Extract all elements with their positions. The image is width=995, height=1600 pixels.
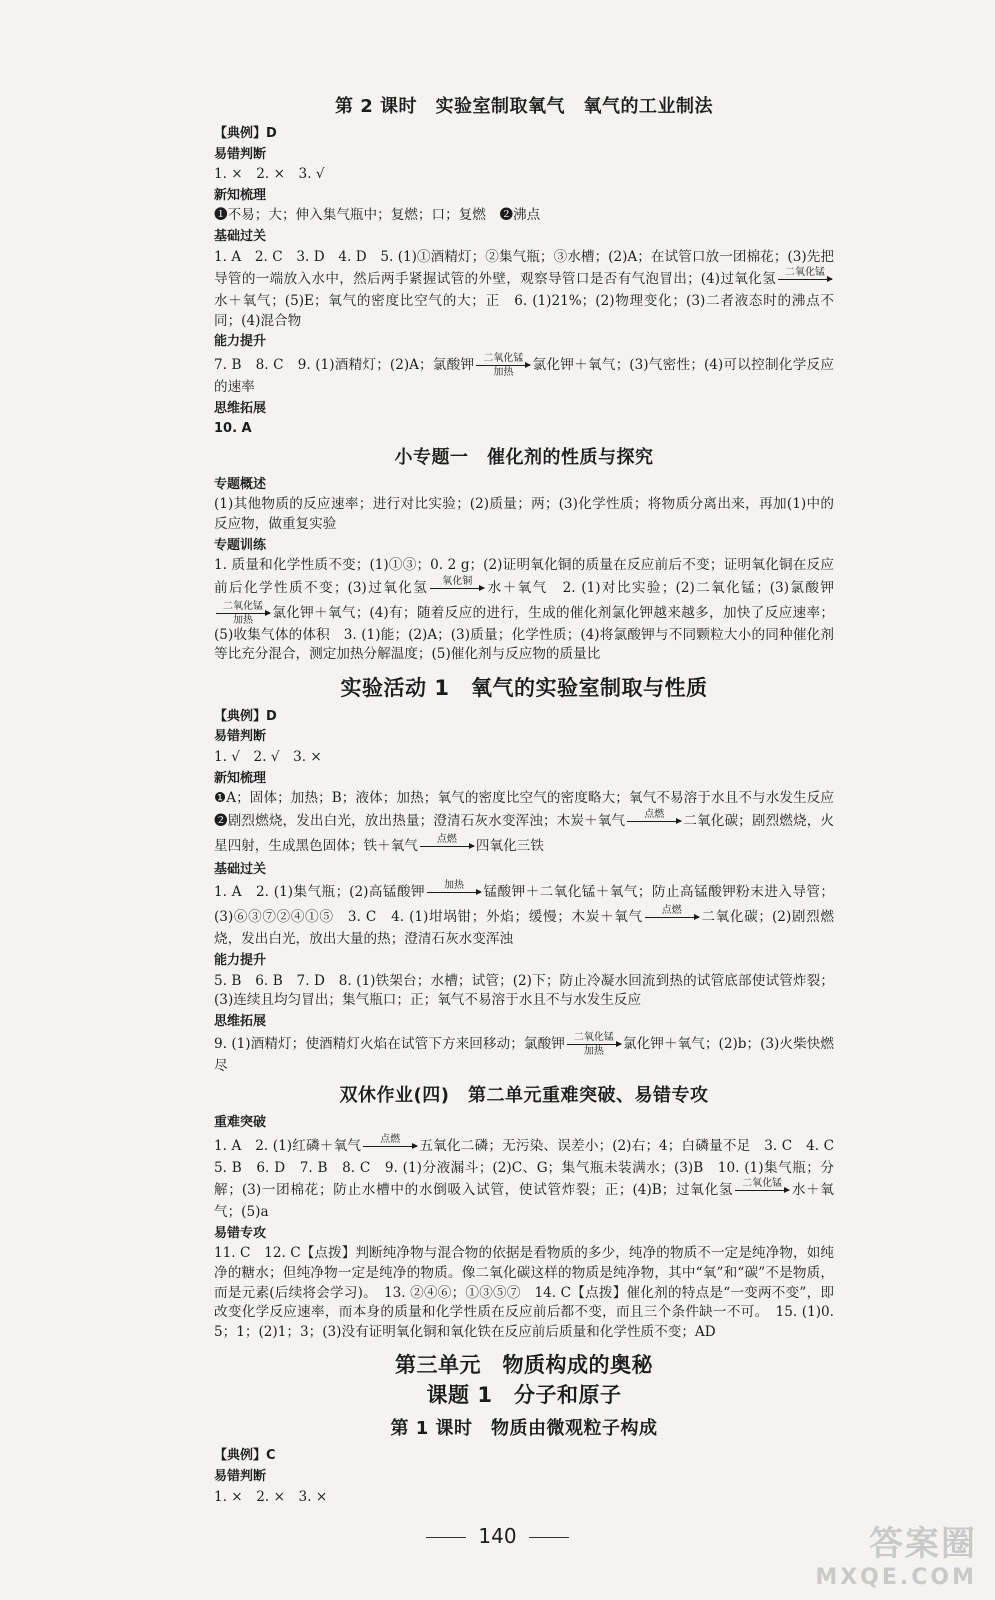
subheading: 基础过关	[214, 861, 267, 877]
reaction-arrow	[427, 880, 481, 905]
arrow-icon	[476, 365, 530, 366]
answer-text: 5. B 6. B 7. D 8. (1)铁架台；水槽；试管；(2)下；防止冷凝水回流到热的试管底部使试管炸裂；(3)连续且均匀冒出；集气瓶口；正；氧气不易溶于水且不与水发生反应	[214, 972, 834, 1009]
text-run: 五氧化二磷；无污染、误差小；(2)右；4；白磷量不足 3. C 4. C 5. B 6. D 7. B 8. C 9. (1)分液漏斗；(2)C、G；集气瓶未装满水；(3)B 10. (1)集气瓶；分解；(3)一团棉花；防止水槽中的水倒吸入试管，使试管炸裂；正；(4)B；过氧化氢	[214, 1137, 848, 1199]
answer-text	[214, 556, 834, 665]
section-title: 第 1 课时 物质由微观粒子构成	[390, 1418, 658, 1440]
reaction-arrow	[430, 576, 484, 601]
text-run: 水＋氧气 2. (1)对比实验；(2)二氧化锰；(3)氯酸钾	[486, 579, 834, 596]
answer-text: 1. × 2. × 3. ×	[214, 1488, 328, 1505]
subheading: 易错判断	[214, 729, 267, 745]
arrow-condition: 点燃	[380, 1133, 401, 1145]
arrow-icon	[427, 892, 481, 893]
text-run: 9. (1)酒精灯；使酒精灯火焰在试管下方来回移动；氯酸钾	[214, 1036, 565, 1053]
subheading: 基础过关	[214, 228, 267, 244]
section-title: 双休作业(四) 第二单元重难突破、易错专攻	[339, 1085, 709, 1106]
watermark-logo	[815, 1516, 977, 1590]
reaction-arrow	[627, 809, 681, 834]
subheading: 易错判断	[214, 1468, 267, 1484]
subheading: 重难突破	[214, 1115, 267, 1130]
arrow-icon	[627, 821, 681, 822]
page-number-text: 140	[478, 1524, 517, 1548]
text-run: 1. A 2. (1)红磷＋氧气	[214, 1137, 362, 1154]
arrow-condition: 加热	[233, 614, 253, 626]
section-title: 实验活动 1 氧气的实验室制取与性质	[340, 675, 708, 700]
example-answer: 【典例】C	[214, 1448, 276, 1464]
answer-page	[214, 88, 848, 1508]
answer-text	[214, 880, 834, 950]
arrow-condition: 加热	[444, 880, 465, 892]
lesson-title: 课题 1 分子和原子	[426, 1383, 622, 1408]
reaction-arrow	[476, 353, 530, 378]
text-run: 7. B 8. C 9. (1)酒精灯；(2)A；氯酸钾	[214, 356, 475, 373]
answer-text: 1. × 2. × 3. √	[214, 166, 325, 183]
reaction-arrow	[363, 1134, 417, 1159]
answer-text: ❶不易；大；伸入集气瓶中；复燃；口；复燃 ❷沸点	[214, 207, 541, 224]
answer-text: (1)其他物质的反应速率；进行对比实验；(2)质量；两；(3)化学性质；将物质分离出来，再加(1)中的反应物，做重复实验	[214, 496, 834, 532]
section-title: 第 2 课时 实验室制取氧气 氧气的工业制法	[334, 96, 714, 117]
arrow-icon	[735, 1190, 789, 1191]
reaction-arrow	[216, 601, 270, 626]
answer-text	[214, 1032, 834, 1077]
answer-text: 11. C 12. C【点拨】判断纯净物与混合物的依据是看物质的多少，纯净的物质不一定是纯净物，如纯净的糖水；但纯净物一定是纯净的物质。像二氧化碳这样的物质是纯净物，其中“氧”和“碳”不是物质，而是元素(后续将会学习)。 13. ②④⑥；①③⑤⑦ 14. C【点拨】催化剂的特点是“一变两不变”，即改变化学反应速率，而本身的质量和化学性质在反应前后都不变，而且三个条件缺一不可。 15. (1)0. 5；1；(2)1；3；(3)没有证明氧化铜和氧化铁在反应前后质量和化学性质不变；AD	[214, 1245, 834, 1340]
arrow-condition: 二氧化锰	[573, 1032, 614, 1044]
watermark-text: 答案圈	[869, 1524, 977, 1564]
text-run: 氯化钾＋氧气；(4)有；随着反应的进行，生成的催化剂氯化钾越来越多，加快了反应速率；(5)收集气体的体积 3. (1)能；(2)A；(3)质量；化学性质；(4)将氯酸钾与不同颗粒大小的同种催化剂等比充分混合，测定加热分解温度；(5)催化剂与反应物的质量比	[214, 604, 834, 663]
arrow-icon	[778, 279, 832, 280]
arrow-condition: 点燃	[644, 808, 665, 820]
arrow-condition: 加热	[583, 1046, 604, 1058]
reaction-arrow	[567, 1032, 621, 1057]
section-title: 小专题一 催化剂的性质与探究	[394, 446, 654, 468]
subheading: 易错判断	[214, 146, 267, 162]
reaction-arrow	[778, 267, 832, 292]
text-run: 水＋氧气；(5)E；氧气的密度比空气的大；正 6. (1)21%；(2)物理变化；(3)二者液态时的沸点不同；(4)混合物	[214, 293, 834, 329]
subheading: 能力提升	[214, 953, 267, 969]
arrow-condition: 二氧化锰	[785, 267, 825, 279]
subheading: 易错专攻	[214, 1225, 267, 1241]
unit-title: 第三单元 物质构成的奥秘	[395, 1353, 653, 1378]
arrow-icon	[645, 917, 699, 918]
answer-text: 10. A	[214, 421, 252, 437]
subheading: 新知梳理	[214, 770, 267, 786]
arrow-icon	[420, 846, 474, 847]
arrow-condition: 二氧化锰	[223, 600, 263, 612]
example-answer: 【典例】D	[214, 126, 277, 141]
answer-text	[214, 789, 848, 859]
answer-text	[214, 1133, 848, 1223]
example-answer: 【典例】D	[214, 708, 277, 724]
subheading: 专题概述	[214, 476, 267, 492]
arrow-condition: 点燃	[661, 905, 682, 917]
arrow-icon	[567, 1044, 621, 1045]
answer-text	[214, 248, 834, 332]
text-run: 水＋氧气；(5)a	[214, 1182, 835, 1221]
subheading: 思维拓展	[214, 400, 267, 416]
text-run: 氯化钾＋氧气；(2)b；(3)火柴快燃尽	[214, 1036, 834, 1075]
subheading: 专题训练	[214, 537, 267, 553]
text-run: 锰酸钾＋二氧化锰＋氧气；防止高锰酸钾粉末进入导管；(3)⑥③⑦②④①⑤ 3. C 4. (1)坩埚钳；外焰；缓慢；木炭＋氧气	[214, 884, 835, 926]
arrow-condition: 点燃	[436, 833, 457, 845]
text-run: 四氧化三铁	[475, 837, 544, 854]
text-run: 二氧化碳；剧烈燃烧，火星四射，生成黑色固体；铁＋氧气	[214, 812, 834, 854]
reaction-arrow	[645, 905, 699, 930]
watermark-url: MXQE.COM	[815, 1565, 977, 1590]
arrow-icon	[216, 613, 270, 614]
text-run: 二氧化碳；(2)剧烈燃烧，发出白光，放出大量的热；澄清石灰水变浑浊	[214, 909, 834, 948]
text-run: 1. A 2. (1)集气瓶；(2)高锰酸钾	[214, 884, 426, 901]
answer-text	[214, 353, 834, 398]
arrow-condition: 加热	[493, 366, 514, 378]
subheading: 思维拓展	[214, 1013, 267, 1029]
subheading: 能力提升	[214, 334, 267, 350]
reaction-arrow	[735, 1178, 789, 1203]
subheading: 新知梳理	[214, 187, 267, 203]
arrow-icon	[363, 1146, 417, 1147]
arrow-icon	[430, 588, 484, 589]
arrow-condition: 二氧化锰	[483, 352, 524, 364]
answer-text: 1. √ 2. √ 3. ×	[214, 749, 322, 766]
arrow-condition: 二氧化锰	[742, 1178, 783, 1190]
text-run: 1. A 2. C 3. D 4. D 5. (1)①酒精灯；②集气瓶；③水槽；(2)A；在试管口放一团棉花；(3)先把导管的一端放入水中，然后两手紧握试管的外壁，观察导管口是否有气泡冒出；(4)过氧化氢	[214, 248, 834, 288]
text-run: 1. 质量和化学性质不变；(1)①③；0. 2 g；(2)证明氧化铜的质量在反应前后不变；证明氧化铜在反应前后化学性质不变；(3)过氧化氢	[214, 557, 834, 596]
text-run: 氯化钾＋氧气；(3)气密性；(4)可以控制化学反应的速率	[214, 356, 834, 395]
reaction-arrow	[420, 834, 474, 859]
text-run: ❶A；固体；加热；B；液体；加热；氧气的密度比空气的密度略大；氧气不易溶于水且不与水发生反应 ❷剧烈燃烧，发出白光，放出热量；澄清石灰水变浑浊；木炭＋氧气	[214, 790, 848, 829]
arrow-condition: 氧化铜	[442, 575, 473, 587]
